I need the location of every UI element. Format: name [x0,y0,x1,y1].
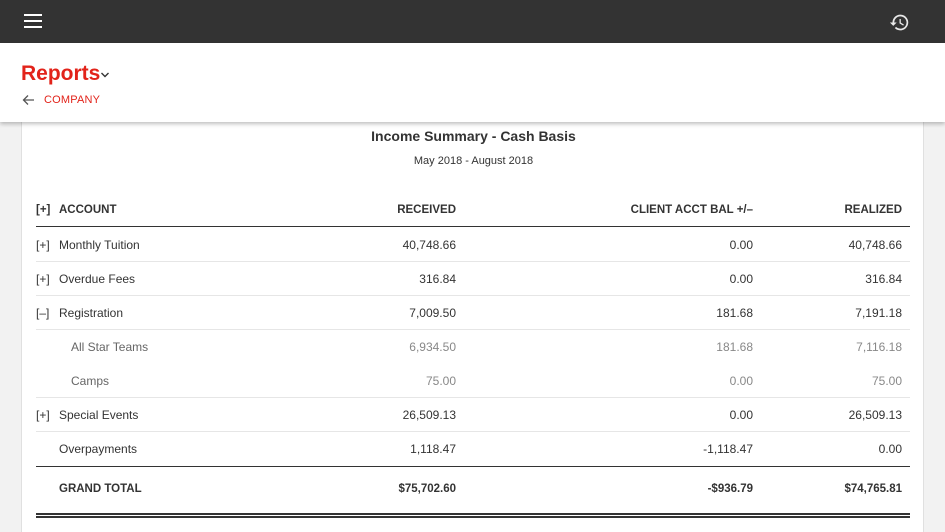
realized-value: 75.00 [871,374,902,388]
total-client-balance: -$936.79 [707,483,753,495]
row-divider [36,329,910,330]
expand-all-toggle[interactable]: [+] [36,204,51,216]
header-divider [36,226,910,227]
account-name: Camps [71,374,110,388]
realized-value: 316.84 [865,272,902,286]
back-link[interactable] [22,93,100,107]
row-expand-toggle[interactable]: [+] [36,238,50,252]
client-balance-value: 181.68 [716,306,753,320]
client-balance-value: 0.00 [729,374,753,388]
grand-total-label: GRAND TOTAL [59,483,142,495]
received-value: 316.84 [419,272,456,286]
received-value: 75.00 [425,374,456,388]
history-icon[interactable] [889,12,910,33]
arrow-left-icon [22,94,35,106]
row-divider [36,431,910,432]
client-balance-value: 0.00 [729,272,753,286]
realized-value: 0.00 [878,442,902,456]
received-value: 6,934.50 [409,340,456,354]
column-header-account[interactable]: ACCOUNT [59,204,117,216]
row-divider [36,261,910,262]
report-title: Income Summary - Cash Basis [371,128,576,144]
client-balance-value: -1,118.47 [703,442,753,456]
total-divider [36,466,910,467]
row-collapse-toggle[interactable]: [–] [36,306,50,320]
column-header-realized[interactable]: REALIZED [844,204,902,216]
received-value: 7,009.50 [409,306,456,320]
row-expand-toggle[interactable]: [+] [36,272,50,286]
chevron-down-icon[interactable] [100,70,110,80]
account-name: Monthly Tuition [59,238,140,252]
total-received: $75,702.60 [398,483,456,495]
account-name: Overdue Fees [59,272,136,286]
row-divider [36,397,910,398]
total-double-rule [36,513,910,518]
back-link-label: COMPANY [44,94,101,106]
report-date-range: May 2018 - August 2018 [413,155,534,167]
client-balance-value: 181.68 [716,340,753,354]
received-value: 40,748.66 [402,238,456,252]
row-expand-toggle[interactable]: [+] [36,408,50,422]
account-name: Overpayments [59,442,138,456]
received-value: 26,509.13 [402,408,456,422]
client-balance-value: 0.00 [729,408,753,422]
client-balance-value: 0.00 [729,238,753,252]
realized-value: 26,509.13 [848,408,902,422]
realized-value: 7,116.18 [856,340,902,354]
received-value: 1,118.47 [410,442,456,456]
realized-value: 7,191.18 [855,306,902,320]
account-name: All Star Teams [71,340,149,354]
top-app-bar [0,0,945,43]
hamburger-menu-icon[interactable] [24,14,42,28]
column-header-client-balance[interactable]: CLIENT ACCT BAL +/– [630,204,753,216]
report-card [21,122,924,532]
page-header [0,43,945,122]
realized-value: 40,748.66 [848,238,902,252]
row-divider [36,295,910,296]
account-name: Special Events [59,408,139,422]
column-header-received[interactable]: RECEIVED [397,204,456,216]
page-title: Reports [21,62,101,85]
account-name: Registration [59,306,124,320]
total-realized: $74,765.81 [844,483,902,495]
